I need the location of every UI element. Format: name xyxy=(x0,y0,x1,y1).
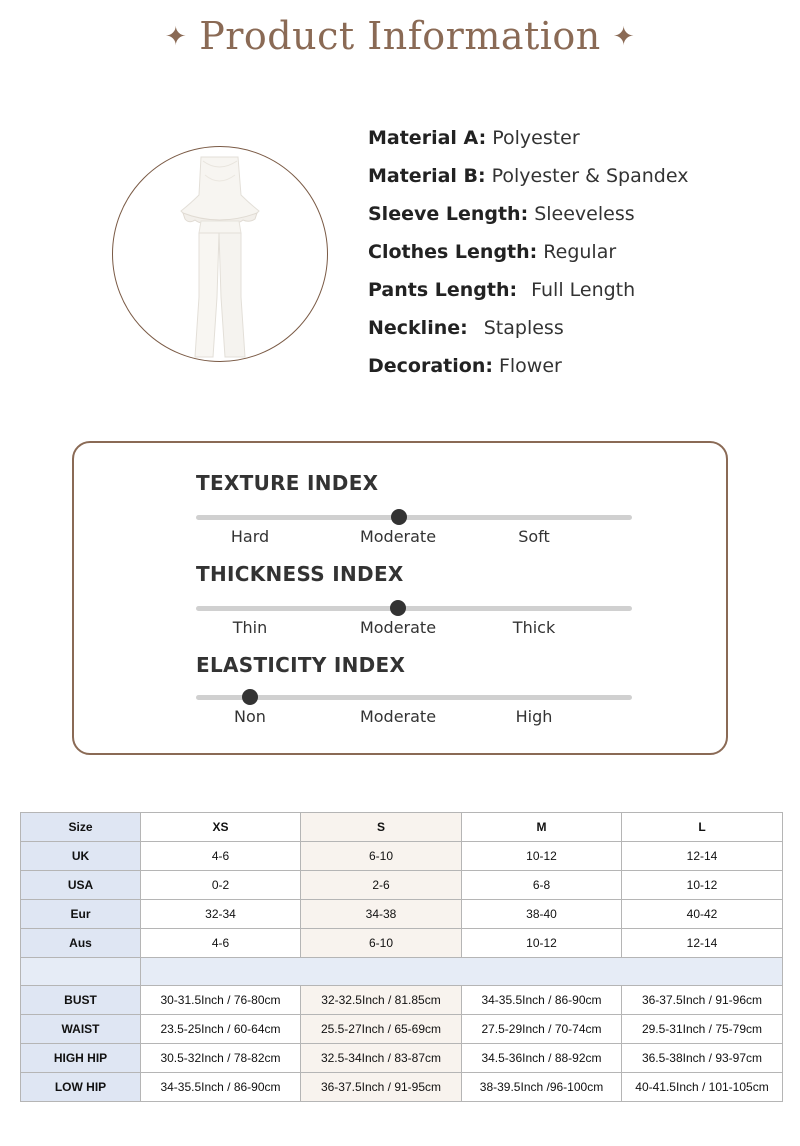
index-label: Soft xyxy=(518,527,550,546)
table-cell: 32-34 xyxy=(141,900,301,929)
table-cell: 36.5-38Inch / 93-97cm xyxy=(622,1044,783,1073)
table-row xyxy=(21,1073,783,1102)
table-row xyxy=(21,842,783,871)
table-cell: 23.5-25Inch / 60-64cm xyxy=(141,1015,301,1044)
table-header-cell: S xyxy=(301,813,462,842)
table-cell: 4-6 xyxy=(141,842,301,871)
table-row xyxy=(21,900,783,929)
attr-value: Full Length xyxy=(531,279,636,301)
table-cell: 32.5-34Inch / 83-87cm xyxy=(301,1044,462,1073)
index-track xyxy=(196,695,632,700)
table-cell: 6-10 xyxy=(301,842,462,871)
index-knob xyxy=(391,509,407,525)
page-title-text: Product Information xyxy=(199,14,601,58)
table-header-cell: M xyxy=(462,813,622,842)
table-cell: 34.5-36Inch / 88-92cm xyxy=(462,1044,622,1073)
index-title: ELASTICITY INDEX xyxy=(196,653,406,677)
table-cell: 38-40 xyxy=(462,900,622,929)
table-header-row xyxy=(21,813,783,842)
table-cell: 32-32.5Inch / 81.85cm xyxy=(301,986,462,1015)
index-label: High xyxy=(515,707,553,726)
index-label: Non xyxy=(234,707,266,726)
table-cell: 0-2 xyxy=(141,871,301,900)
attr-value: Stapless xyxy=(483,317,564,339)
attr-key: Material B xyxy=(368,165,479,187)
index-knob xyxy=(390,600,406,616)
table-cell: 10-12 xyxy=(622,871,783,900)
texture-index xyxy=(196,471,636,546)
attr-sleeve-length: Sleeve Length: Sleeveless xyxy=(368,203,635,225)
sparkle-icon: ✦ xyxy=(164,21,188,52)
table-header-cell: XS xyxy=(141,813,301,842)
sparkle-icon: ✦ xyxy=(612,21,636,52)
table-cell: 40-41.5Inch / 101-105cm xyxy=(622,1073,783,1102)
table-cell: 12-14 xyxy=(622,929,783,958)
attr-value: Sleeveless xyxy=(534,203,635,225)
spacer-cell xyxy=(21,958,141,986)
table-header-cell: Size xyxy=(21,813,141,842)
attr-key: Sleeve Length xyxy=(368,203,521,225)
row-header: Eur xyxy=(21,900,141,929)
table-cell: 12-14 xyxy=(622,842,783,871)
table-cell: 6-10 xyxy=(301,929,462,958)
table-cell: 25.5-27Inch / 65-69cm xyxy=(301,1015,462,1044)
row-header: Aus xyxy=(21,929,141,958)
table-spacer-row xyxy=(21,958,783,986)
table-cell: 34-38 xyxy=(301,900,462,929)
attr-key: Clothes Length xyxy=(368,241,530,263)
index-label: Thin xyxy=(232,618,268,637)
attr-value: Flower xyxy=(498,355,562,377)
product-attributes xyxy=(368,123,688,389)
index-label: Moderate xyxy=(359,618,437,637)
table-cell: 34-35.5Inch / 86-90cm xyxy=(141,1073,301,1102)
attr-pants-length: Pants Length: Full Length xyxy=(368,279,636,301)
table-cell: 10-12 xyxy=(462,929,622,958)
table-row xyxy=(21,1015,783,1044)
table-cell: 27.5-29Inch / 70-74cm xyxy=(462,1015,622,1044)
attr-key: Neckline xyxy=(368,317,461,339)
table-cell: 30-31.5Inch / 76-80cm xyxy=(141,986,301,1015)
index-track xyxy=(196,606,632,611)
table-cell: 4-6 xyxy=(141,929,301,958)
elasticity-index xyxy=(196,653,636,726)
attr-key: Decoration xyxy=(368,355,486,377)
index-label: Thick xyxy=(512,618,556,637)
fabric-index-card xyxy=(72,441,728,755)
table-cell: 6-8 xyxy=(462,871,622,900)
index-title: TEXTURE INDEX xyxy=(196,471,379,495)
index-label: Moderate xyxy=(359,527,437,546)
row-header: USA xyxy=(21,871,141,900)
table-row xyxy=(21,929,783,958)
table-cell: 10-12 xyxy=(462,842,622,871)
attr-material-a: Material A: Polyester xyxy=(368,127,580,149)
row-header: UK xyxy=(21,842,141,871)
attr-decoration: Decoration: Flower xyxy=(368,355,562,377)
table-row xyxy=(21,871,783,900)
table-cell: 2-6 xyxy=(301,871,462,900)
index-label: Moderate xyxy=(359,707,437,726)
table-cell: 30.5-32Inch / 78-82cm xyxy=(141,1044,301,1073)
attr-key: Material A xyxy=(368,127,479,149)
attr-value: Regular xyxy=(543,241,617,263)
index-title: THICKNESS INDEX xyxy=(196,562,404,586)
attr-value: Polyester & Spandex xyxy=(491,165,689,187)
table-header-cell: L xyxy=(622,813,783,842)
index-label: Hard xyxy=(230,527,270,546)
attr-key: Pants Length xyxy=(368,279,510,301)
product-image xyxy=(112,146,328,362)
row-header: LOW HIP xyxy=(21,1073,141,1102)
attr-clothes-length: Clothes Length: Regular xyxy=(368,241,617,263)
jumpsuit-illustration xyxy=(113,147,326,360)
attr-value: Polyester xyxy=(492,127,580,149)
row-header: HIGH HIP xyxy=(21,1044,141,1073)
table-cell: 34-35.5Inch / 86-90cm xyxy=(462,986,622,1015)
table-cell: 40-42 xyxy=(622,900,783,929)
row-header: BUST xyxy=(21,986,141,1015)
table-cell: 36-37.5Inch / 91-95cm xyxy=(301,1073,462,1102)
table-cell: 36-37.5Inch / 91-96cm xyxy=(622,986,783,1015)
table-cell: 29.5-31Inch / 75-79cm xyxy=(622,1015,783,1044)
table-row xyxy=(21,986,783,1015)
index-knob xyxy=(242,689,258,705)
index-track xyxy=(196,515,632,520)
page-title xyxy=(0,14,800,58)
table-cell: 38-39.5Inch /96-100cm xyxy=(462,1073,622,1102)
row-header: WAIST xyxy=(21,1015,141,1044)
thickness-index xyxy=(196,562,636,637)
attr-neckline: Neckline: Stapless xyxy=(368,317,564,339)
spacer-cell xyxy=(141,958,783,986)
attr-material-b: Material B: Polyester & Spandex xyxy=(368,165,689,187)
size-chart xyxy=(20,812,783,1102)
table-row xyxy=(21,1044,783,1073)
